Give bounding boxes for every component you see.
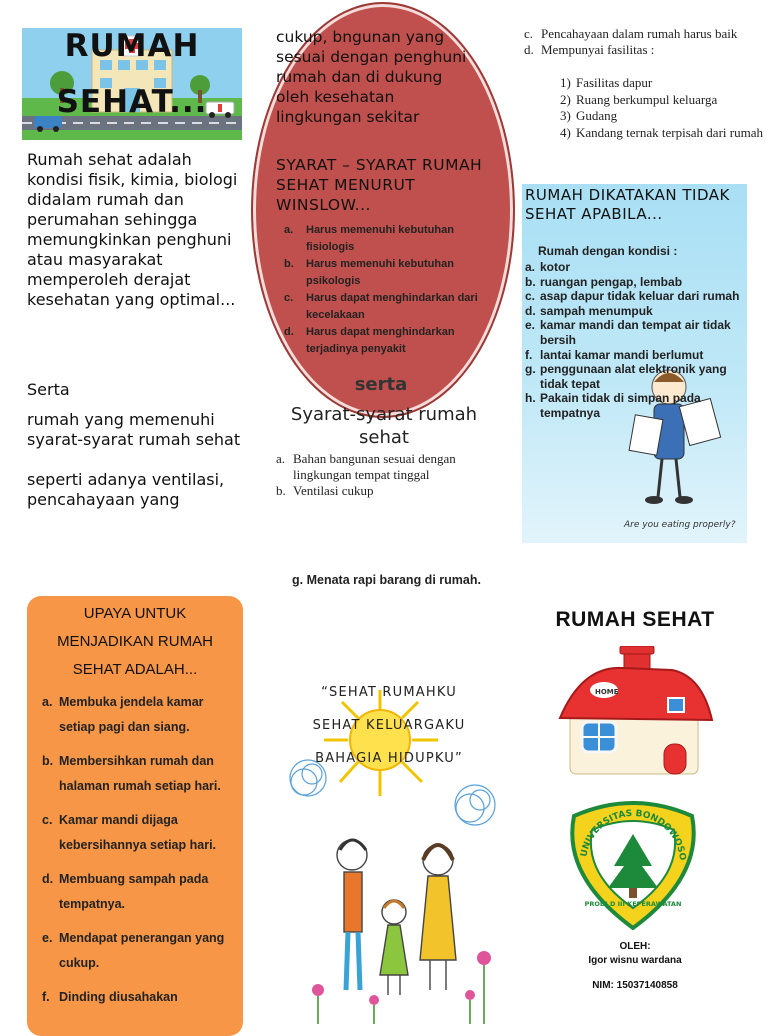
- upaya-item-g: g. Menata rapi barang di rumah.: [292, 573, 481, 587]
- svg-text:UNIVERSITAS BONDOWOSO: UNIVERSITAS BONDOWOSO: [579, 808, 688, 862]
- list-item: a. Bahan bangunan sesuai dengan lingkungan tempat tinggal: [276, 451, 456, 482]
- list-item: 2) Ruang berkumpul keluarga: [560, 91, 718, 107]
- list-item: b. ruangan pengap, lembab: [525, 274, 683, 289]
- list-item: b. Ventilasi cukup: [276, 483, 374, 498]
- svg-text:Are you eating properly?: Are you eating properly?: [624, 520, 736, 530]
- tidak-sehat-list: [525, 260, 745, 421]
- tidak-sehat-heading: RUMAH DIKATAKAN TIDAK SEHAT APABILA...: [525, 186, 730, 223]
- list-item: a. Harus memenuhi kebutuhan fisiologis: [284, 224, 454, 253]
- author-nim: NIM: 15037140858: [592, 980, 678, 991]
- intro-seperti: seperti adanya ventilasi, pencahayaan yang: [27, 470, 225, 509]
- list-item: c. Kamar mandi dijaga kebersihannya setiap hari.: [42, 813, 217, 852]
- list-item: c. asap dapur tidak keluar dari rumah: [525, 289, 740, 304]
- author-name: Igor wisnu wardana: [588, 955, 682, 966]
- winslow-list: [284, 222, 486, 358]
- oval-continuation-text: cukup, bngunan yang sesuai dengan penghuni rumah dan di dukung oleh kesehatan lingkungan sekitar: [276, 28, 467, 126]
- tidak-sehat-subheading: Rumah dengan kondisi :: [538, 244, 678, 258]
- oleh-label: OLEH:: [619, 941, 651, 952]
- family-quote: “SEHAT RUMAHKU SEHAT KELUARGAKU BAHAGIA HIDUPKU”: [312, 685, 466, 766]
- list-item: a. Membuka jendela kamar setiap pagi dan siang.: [42, 695, 204, 734]
- list-item: d. Harus dapat menghindarkan terjadinya penyakit: [284, 326, 455, 355]
- serta-label: serta: [354, 374, 408, 395]
- list-item: 4) Kandang ternak terpisah dari rumah: [560, 124, 763, 140]
- syarat-heading: Syarat-syarat rumah sehat: [290, 404, 478, 448]
- house-illustration: [552, 646, 716, 778]
- list-item: c. Pencahayaan dalam rumah harus baik: [524, 26, 738, 41]
- list-item: b. Membersihkan rumah dan halaman rumah setiap hari.: [42, 754, 221, 793]
- intro-serta: Serta: [27, 380, 70, 399]
- list-item: d. sampah menumpuk: [525, 303, 653, 318]
- winslow-heading: SYARAT – SYARAT RUMAH SEHAT MENURUT WINSLOW...: [276, 156, 483, 214]
- syarat-list: [276, 451, 486, 499]
- list-item: 3) Gudang: [560, 108, 618, 123]
- banner-title-line1: RUMAH: [64, 28, 200, 64]
- syarat-list-continued: [524, 26, 764, 58]
- list-item: b. Harus memenuhi kebutuhan psikologis: [284, 258, 454, 287]
- author-block: [560, 940, 710, 968]
- svg-text:PRODI D III KEPERAWATAN: PRODI D III KEPERAWATAN: [584, 900, 682, 908]
- list-item: g. penggunaan alat elektronik yang tidak tepat: [525, 362, 727, 391]
- upaya-heading: UPAYA UNTUK MENJADIKAN RUMAH SEHAT ADALAH...: [57, 605, 213, 678]
- list-item: a. kotor: [525, 260, 570, 274]
- list-item: 1) Fasilitas dapur: [560, 75, 653, 90]
- upaya-list: [42, 690, 242, 1019]
- cover-title: RUMAH SEHAT: [555, 608, 715, 631]
- list-item: d. Membuang sampah pada tempatnya.: [42, 872, 209, 911]
- intro-definition: Rumah sehat adalah kondisi fisik, kimia, biologi didalam rumah dan perumahan sehingga memungkinkan penghuni atau masyarakat memperoleh derajat kesehatan yang optimal...: [27, 150, 238, 309]
- banner-image: [22, 28, 242, 140]
- university-logo: [566, 796, 700, 930]
- list-item: c. Harus dapat menghindarkan dari kecelakaan: [284, 292, 478, 321]
- tidak-sehat-panel: [522, 184, 747, 543]
- list-item: f. lantai kamar mandi berlumut: [525, 347, 704, 362]
- list-item: d. Mempunyai fasilitas :: [524, 42, 655, 57]
- list-item: e. kamar mandi dan tempat air tidak bersih: [525, 318, 731, 347]
- fasilitas-list: [560, 75, 765, 141]
- list-item: e. Mendapat penerangan yang cukup.: [42, 931, 225, 970]
- banner-title-line2: SEHAT...: [56, 84, 208, 120]
- upaya-panel: [27, 596, 243, 1036]
- list-item: h. Pakain tidak di simpan pada tempatnya: [525, 391, 701, 420]
- svg-text:HOME: HOME: [595, 688, 619, 696]
- list-item: f. Dinding diusahakan: [42, 990, 178, 1004]
- intro-meets: rumah yang memenuhi syarat-syarat rumah sehat: [27, 410, 241, 449]
